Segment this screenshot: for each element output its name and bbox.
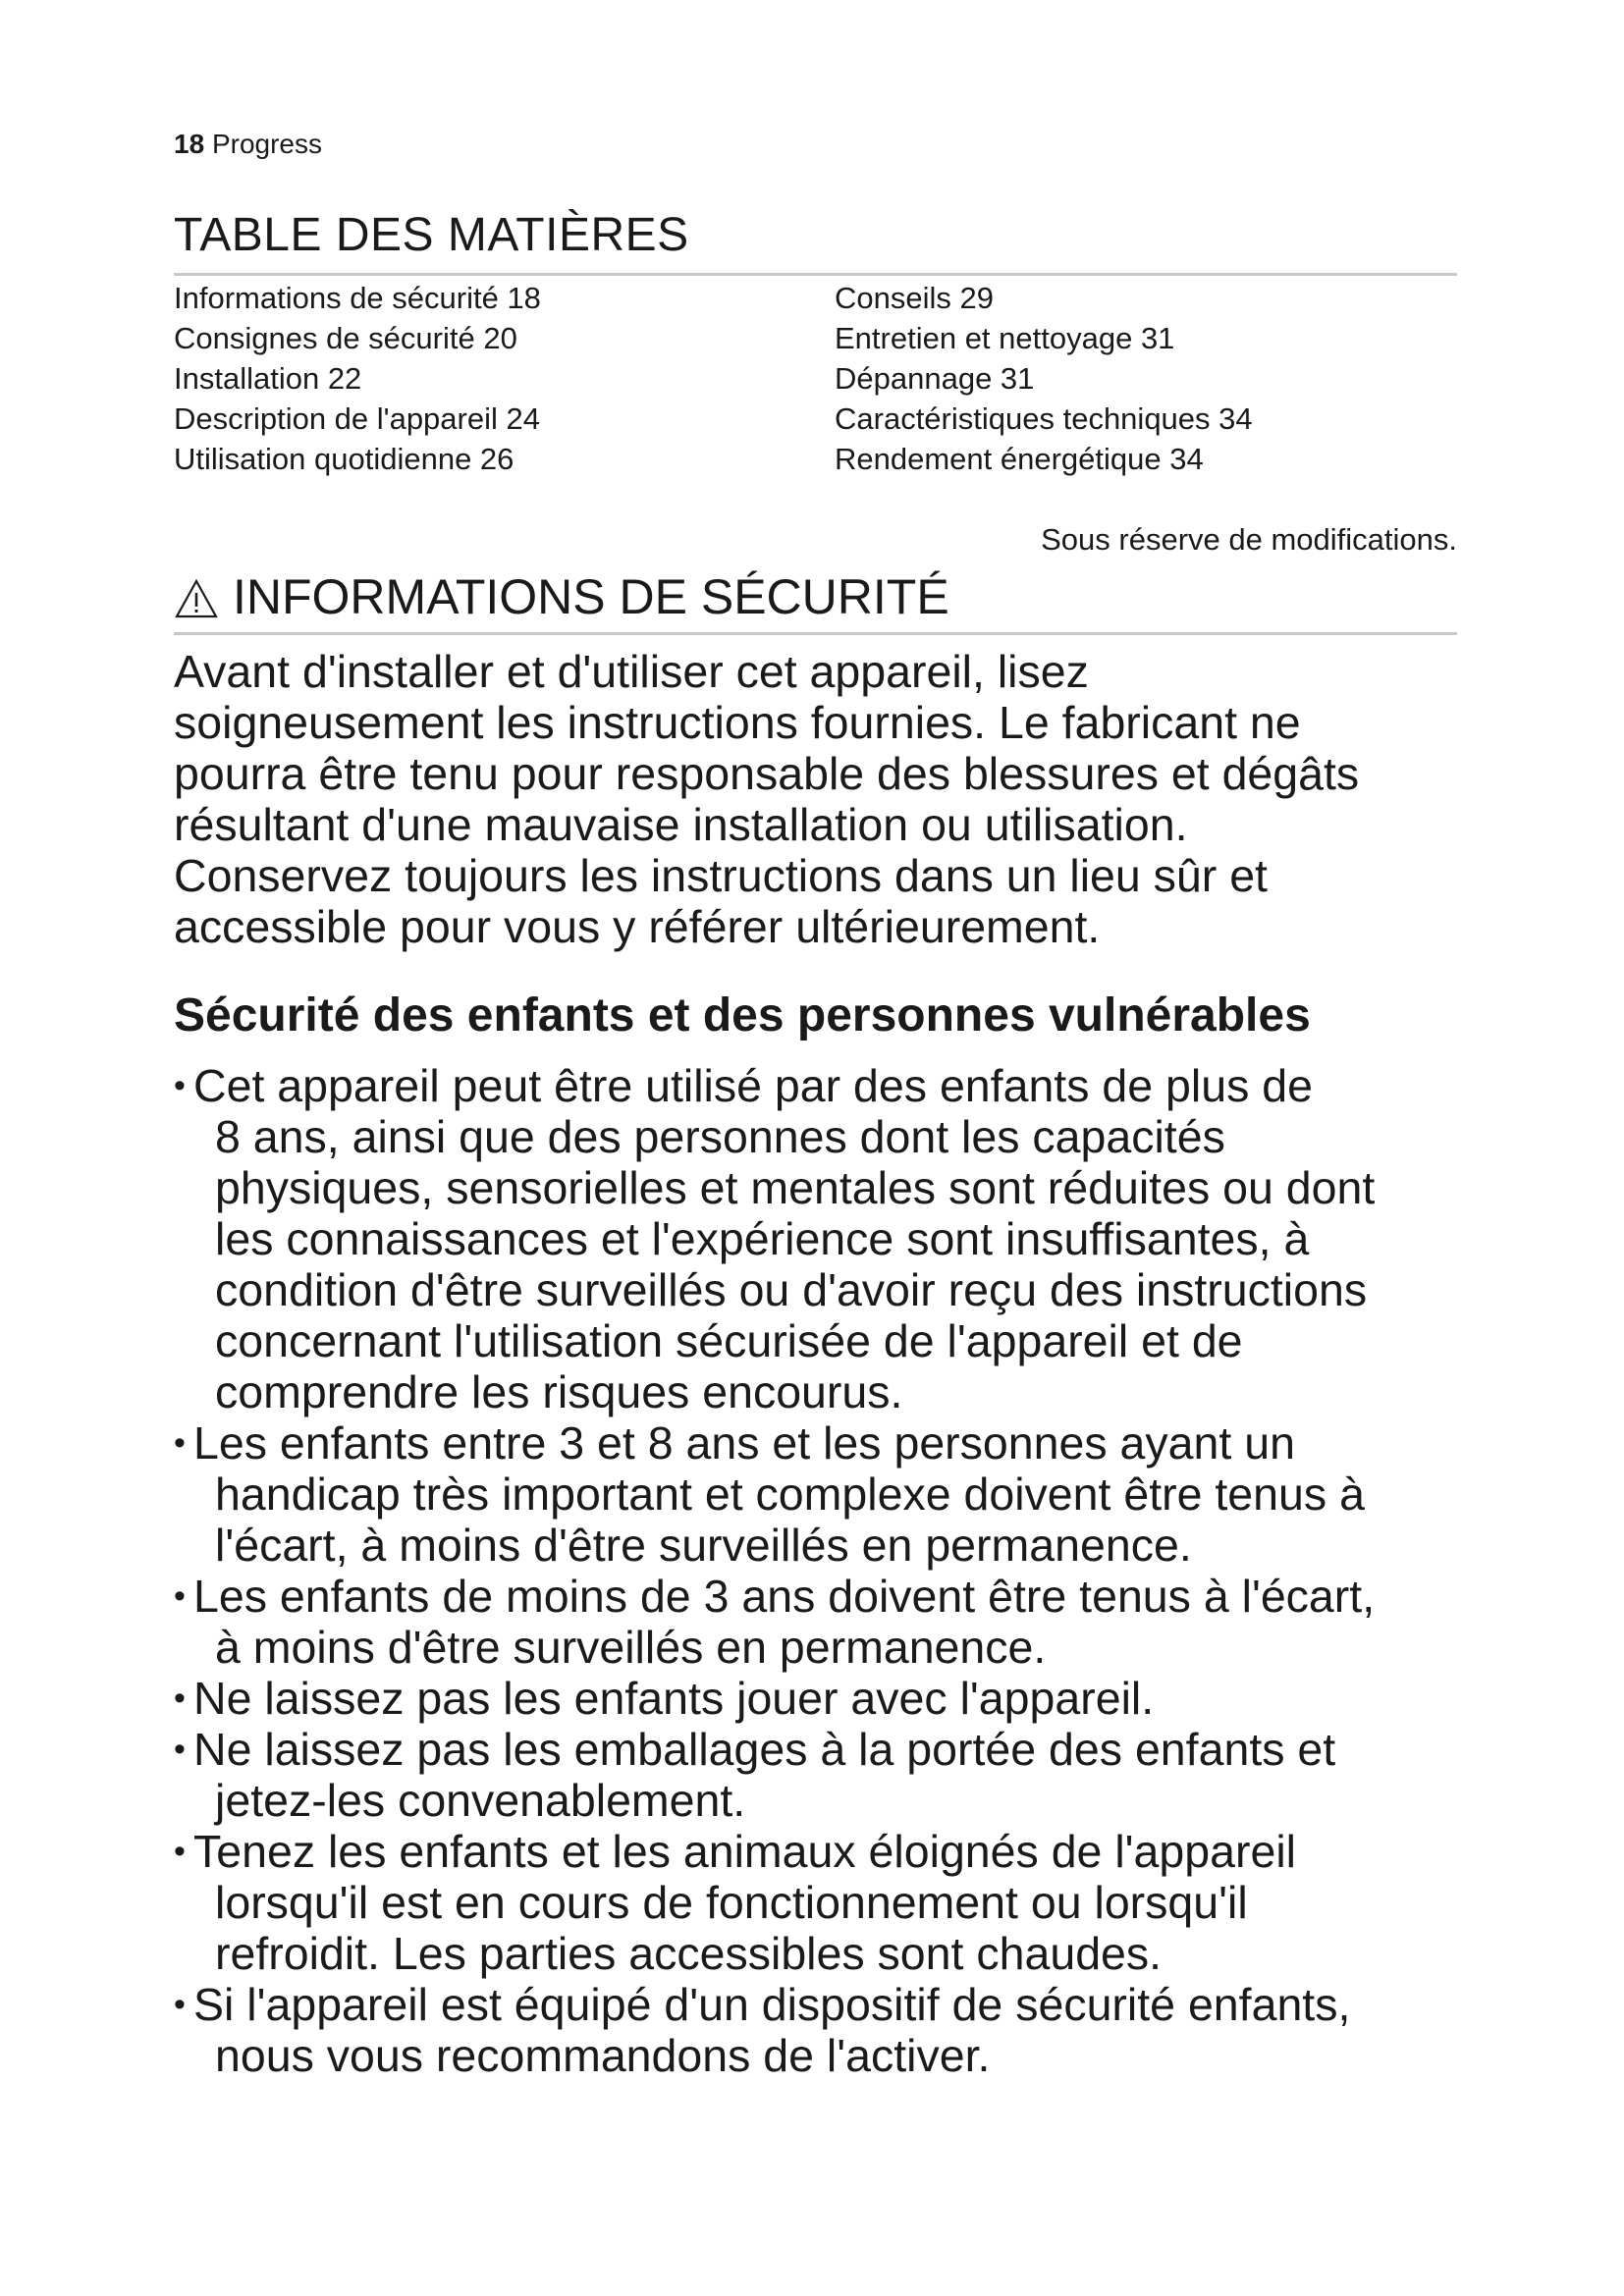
list-item-line: lorsqu'il est en cours de fonctionnement ou lorsqu'il [215, 1877, 1248, 1928]
bullet-icon: • [174, 1424, 186, 1462]
section-divider [174, 632, 1457, 635]
list-item-line: l'écart, à moins d'être surveillés en permanence. [215, 1520, 1192, 1571]
toc-entry[interactable]: Description de l'appareil 24 [174, 401, 540, 436]
list-item [174, 1571, 1489, 1673]
safety-intro-paragraph [174, 646, 1480, 952]
child-safety-subheading: Sécurité des enfants et des personnes vulnérables [174, 989, 1311, 1041]
intro-line: Conservez toujours les instructions dans un lieu sûr et [174, 850, 1268, 901]
list-item-line: 8 ans, ainsi que des personnes dont les capacités [215, 1111, 1225, 1162]
toc-entry[interactable]: Utilisation quotidienne 26 [174, 442, 514, 476]
list-item-line: nous vous recommandons de l'activer. [215, 2030, 991, 2081]
list-item-line: les connaissances et l'expérience sont insuffisantes, à [215, 1213, 1310, 1264]
safety-section-title-text: INFORMATIONS DE SÉCURITÉ [233, 569, 949, 624]
list-item-line: Les enfants entre 3 et 8 ans et les personnes ayant un [193, 1417, 1295, 1468]
safety-section-title [174, 567, 949, 626]
toc-entry[interactable]: Installation 22 [174, 361, 362, 396]
list-item [174, 1979, 1489, 2081]
toc-entry[interactable]: Entretien et nettoyage 31 [835, 321, 1175, 355]
list-item [174, 1826, 1489, 1979]
child-safety-list [174, 1060, 1489, 2081]
bullet-icon: • [174, 1986, 186, 2023]
toc-divider [174, 273, 1457, 276]
page-number: 18 [174, 129, 205, 159]
bullet-icon: • [174, 1833, 186, 1870]
intro-line: accessible pour vous y référer ultérieurement. [174, 901, 1101, 952]
list-item-line: physiques, sensorielles et mentales sont réduites ou dont [215, 1162, 1376, 1213]
toc-entry[interactable]: Consignes de sécurité 20 [174, 321, 517, 355]
toc-title: TABLE DES MATIÈRES [174, 209, 689, 261]
list-item-line: condition d'être surveillés ou d'avoir reçu des instructions [215, 1264, 1368, 1315]
list-item-line: Ne laissez pas les emballages à la portée des enfants et [193, 1724, 1336, 1775]
subject-to-change-note: Sous réserve de modifications. [1041, 522, 1457, 557]
list-item [174, 1724, 1489, 1826]
list-item [174, 1673, 1489, 1724]
brand-name: Progress [211, 129, 322, 159]
list-item-line: Si l'appareil est équipé d'un dispositif de sécurité enfants, [193, 1979, 1351, 2030]
warning-triangle-icon [174, 578, 219, 619]
list-item-line: Tenez les enfants et les animaux éloignés de l'appareil [193, 1826, 1296, 1877]
list-item-line: Ne laissez pas les enfants jouer avec l'appareil. [193, 1673, 1155, 1724]
bullet-icon: • [174, 1731, 186, 1768]
intro-line: Avant d'installer et d'utiliser cet appareil, lisez [174, 646, 1089, 697]
toc-entry[interactable]: Rendement énergétique 34 [835, 442, 1204, 476]
list-item-line: jetez-les convenablement. [215, 1775, 746, 1826]
intro-line: pourra être tenu pour responsable des blessures et dégâts [174, 748, 1360, 799]
bullet-icon: • [174, 1680, 186, 1717]
page-header [174, 128, 322, 161]
list-item-line: concernant l'utilisation sécurisée de l'appareil et de [215, 1315, 1243, 1366]
toc-right-column [835, 278, 1253, 479]
list-item-line: à moins d'être surveillés en permanence. [215, 1622, 1047, 1673]
bullet-icon: • [174, 1577, 186, 1615]
list-item-line: Les enfants de moins de 3 ans doivent être tenus à l'écart, [193, 1571, 1376, 1622]
toc-entry[interactable]: Informations de sécurité 18 [174, 281, 541, 315]
toc-entry[interactable]: Conseils 29 [835, 281, 994, 315]
intro-line: résultant d'une mauvaise installation ou utilisation. [174, 799, 1188, 850]
bullet-icon: • [174, 1067, 186, 1104]
toc-entry[interactable]: Dépannage 31 [835, 361, 1035, 396]
intro-line: soigneusement les instructions fournies. Le fabricant ne [174, 697, 1301, 748]
list-item [174, 1060, 1489, 1417]
toc-entry[interactable]: Caractéristiques techniques 34 [835, 401, 1253, 436]
list-item-line: comprendre les risques encourus. [215, 1366, 903, 1417]
toc-left-column [174, 278, 541, 479]
list-item-line: Cet appareil peut être utilisé par des enfants de plus de [193, 1060, 1313, 1111]
list-item-line: refroidit. Les parties accessibles sont chaudes. [215, 1928, 1163, 1979]
list-item [174, 1417, 1489, 1571]
list-item-line: handicap très important et complexe doivent être tenus à [215, 1468, 1365, 1520]
